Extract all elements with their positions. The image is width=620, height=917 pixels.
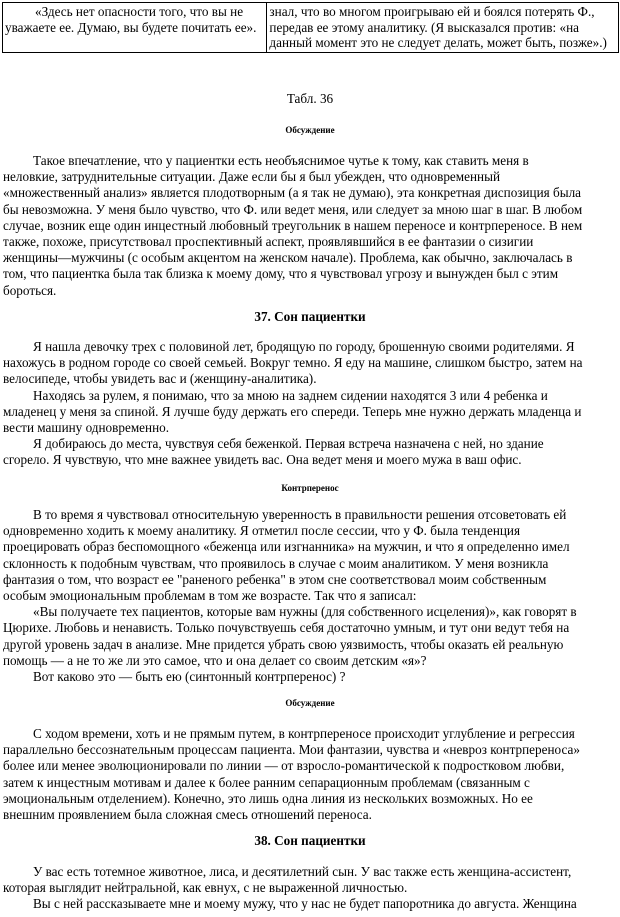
text-line: проецировать образ беспомощного «беженца или изгнанника» на мужчин, и что я определенно имел <box>3 539 570 555</box>
discussion-1-paragraph <box>3 153 615 299</box>
text-line: младенец у меня за спиной. Я лучше буду держать его спереди. Теперь мне нужно держать младенца и <box>3 403 582 419</box>
dream-37-text <box>3 339 615 469</box>
section-heading-dream-38: 38. Сон пациентки <box>254 833 366 848</box>
text-line: затем к инцестным мотивам и далее к более ранним сепарационным проблемам (связанным с <box>3 774 530 790</box>
text-line: нахожусь в родном городе со своей семьей. Вокруг темно. Я еду на машине, слишком быстро, затем на <box>3 355 583 371</box>
excerpt-left-cell: «Здесь нет опасности того, что вы не уважаете ее. Думаю, вы будете почитать ее». <box>3 3 267 53</box>
text-line: также, похоже, присутствовал проспективный аспект, проявлявшийся в ее фантазии о сизигии <box>3 234 534 250</box>
text-line: Вот каково это — быть ею (синтонный контрперенос) ? <box>33 669 346 685</box>
text-line: бы невозможна. У меня было чувство, что Ф. или ведет меня, или следует за мною шаг в шаг. В любом <box>3 201 583 217</box>
text-line: вести машину одновременно. <box>3 420 170 436</box>
text-line: Вы с ней рассказываете мне и моему мужу, что у нас не будет папоротника до августа. Женщина <box>33 896 577 912</box>
section-heading-dream-37: 37. Сон пациентки <box>254 309 366 324</box>
text-line: В то время я чувствовал относительную уверенность в правильности решения отсоветовать ей <box>33 507 567 522</box>
text-line: «Вы получаете тех пациентов, которые вам нужны (для собственного исцеления)», как говорят в <box>33 604 577 620</box>
text-line: эмоциональным отделением). Конечно, это лишь одна линия из нескольких возможных. Но ее <box>3 790 533 806</box>
text-line: другой уровень задач в анализе. Мне придется убрать свою уязвимость, чтобы оказать ей реальную <box>3 636 564 652</box>
text-line: Такое впечатление, что у пациентки есть необъяснимое чутье к тому, как ставить меня в <box>33 153 529 168</box>
text-line: велосипеде, чтобы увидеть вас и (женщину-аналитика). <box>3 371 317 387</box>
text-line: бороться. <box>3 282 57 298</box>
text-line: параллельно бессознательным процессам пациента. Мои фантазии, чувства и «невроз контрпереноса» <box>3 742 580 758</box>
discussion-2-paragraph <box>3 726 615 823</box>
text-line: случае, возник еще один инцестный любовный треугольник в нашем переносе и контрпереносе. В нем <box>3 217 583 233</box>
text-line: С ходом времени, хоть и не прямым путем, в контрпереносе происходит углубление и регрессия <box>33 726 575 741</box>
section-heading-countertransference: Контрперенос <box>281 483 339 493</box>
text-line: Цюрихе. Любовь и ненависть. Только почувствуешь себя достаточно умным, и тут они ведут тебя на <box>3 620 570 636</box>
text-line: более или менее эволюционировали по линии — от взросло-романтической к подростковом любви, <box>3 758 565 774</box>
dream-38-text <box>3 864 615 913</box>
text-line: Находясь за рулем, я понимаю, что за мною на заднем сидении находятся 3 или 4 ребенка и <box>33 387 548 403</box>
table-caption: Табл. 36 <box>286 91 334 106</box>
excerpt-right-cell: знал, что во многом проигрываю ей и боялся потерять Ф., передав ее этому аналитику. (Я высказался против: «на данный момент это не следует делать, может быть, позже».) <box>267 3 619 53</box>
text-line: внешним проявлением была сложная смесь отношений переноса. <box>3 807 372 823</box>
text-line: Я нашла девочку трех с половиной лет, бродящую по городу, брошенную своими родителями. Я <box>33 339 575 354</box>
text-line: У вас есть тотемное животное, лиса, и десятилетний сын. У вас также есть женщина-ассистент, <box>33 864 572 879</box>
excerpt-table <box>2 2 619 53</box>
text-line: «множественный анализ» является плодотворным (а я так не думаю), эта конкретная диспозиция была <box>3 185 582 201</box>
text-line: женщины—мужчины (с особым акцентом на женском начале). Проблема, как обычно, заключалась в <box>3 250 573 266</box>
text-line: том, что пациентка была так близка к моему дому, что я чувствовал угрозу и вынужден был с этим <box>3 266 559 282</box>
section-heading-discussion-1: Обсуждение <box>285 125 335 135</box>
text-line: Я добираюсь до места, чувствуя себя беженкой. Первая встреча назначена с ней, но здание <box>33 436 544 452</box>
text-line: помощь — а не то же ли это самое, что и она делает со своим детским «я»? <box>3 652 427 668</box>
text-line: фантазия о том, что возраст ее "раненого ребенка" в этом сне соответствовал моим собственным <box>3 571 547 587</box>
text-line: неловкие, затруднительные ситуации. Даже если бы я был убежден, что одновременный <box>3 169 501 185</box>
section-heading-discussion-2: Обсуждение <box>285 698 335 708</box>
text-line: одновременно ходить к моему аналитику. Я отметил после сессии, что у Ф. была тенденция <box>3 523 521 539</box>
countertransference-text <box>3 507 615 685</box>
text-line: склонность к подобным чувствам, что проявилось в случае с моим аналитиком. У меня возникла <box>3 555 549 571</box>
text-line: которая выглядит нейтральной, как евнух, с не выраженной личностью. <box>3 880 408 896</box>
text-line: особым эмоциональным проблемам в том же возрасте. Так что я записал: <box>3 588 417 604</box>
text-line: сгорело. Я чувствую, что мне важнее увидеть вас. Она ведет меня и моего мужа в ваш офис. <box>3 452 522 468</box>
